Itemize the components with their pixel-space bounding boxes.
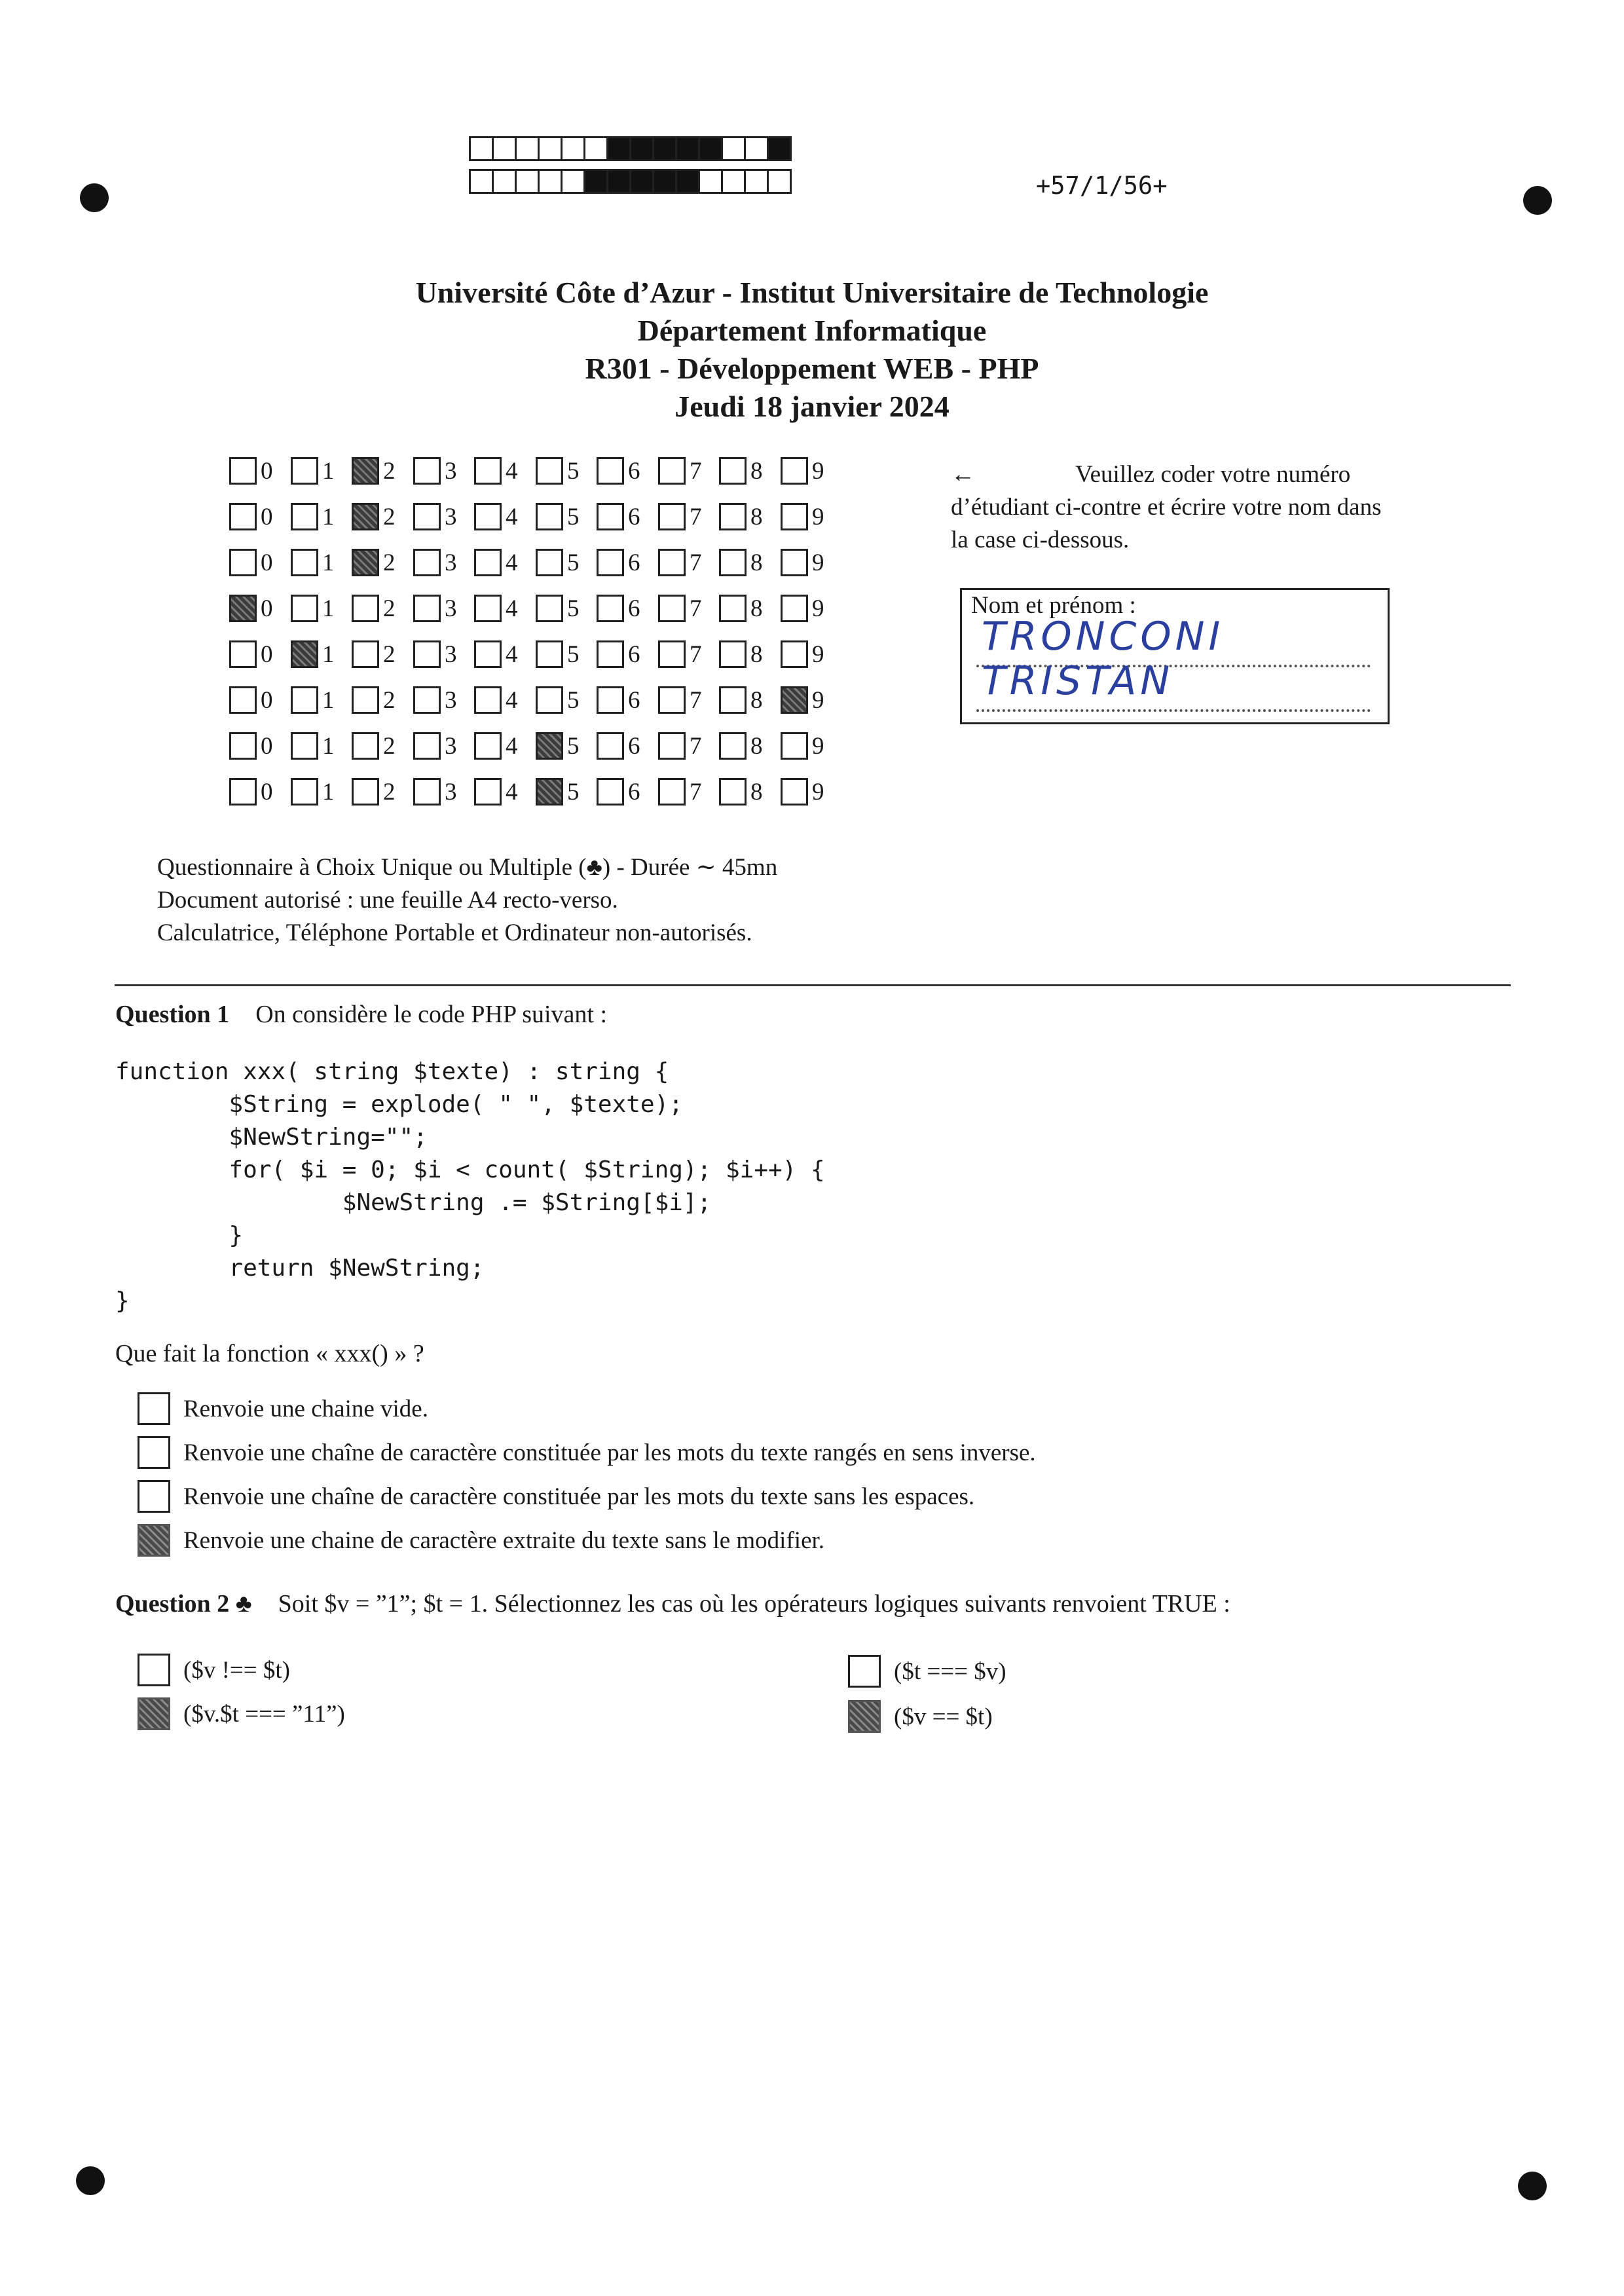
student-id-checkbox[interactable] bbox=[229, 778, 257, 805]
student-id-checkbox[interactable] bbox=[597, 595, 624, 622]
student-id-digit-label: 1 bbox=[322, 504, 335, 530]
barcode-cell bbox=[606, 169, 631, 194]
student-id-checkbox[interactable] bbox=[719, 686, 747, 714]
handwritten-first-name[interactable]: TRISTAN bbox=[982, 658, 1174, 704]
student-id-digit-label: 1 bbox=[322, 687, 335, 714]
sheet-id: +57/1/56+ bbox=[1036, 172, 1168, 200]
student-id-digit-label: 4 bbox=[506, 504, 518, 530]
student-id-digit-label: 3 bbox=[445, 779, 457, 805]
student-id-digit-label: 5 bbox=[567, 779, 580, 805]
student-id-checkbox[interactable] bbox=[658, 778, 686, 805]
barcode-row-1 bbox=[469, 136, 790, 161]
q2-option-4-text: ($v == $t) bbox=[894, 1703, 993, 1730]
student-id-digit-label: 7 bbox=[690, 641, 702, 668]
student-id-checkbox[interactable] bbox=[474, 640, 502, 668]
student-id-checkbox[interactable] bbox=[474, 457, 502, 485]
barcode-cell bbox=[721, 136, 746, 161]
student-id-checkbox[interactable] bbox=[658, 503, 686, 530]
student-id-checkbox[interactable] bbox=[719, 503, 747, 530]
student-id-digit-label: 4 bbox=[506, 733, 518, 760]
barcode-cell bbox=[675, 136, 700, 161]
student-id-checkbox[interactable] bbox=[719, 640, 747, 668]
student-id-digit-label: 2 bbox=[383, 504, 396, 530]
id-instructions bbox=[951, 458, 1403, 557]
barcode-cell bbox=[515, 136, 540, 161]
student-id-checkbox[interactable] bbox=[474, 778, 502, 805]
student-id-digit-label: 2 bbox=[383, 641, 396, 668]
student-id-digit-label: 8 bbox=[750, 733, 763, 760]
q1-intro: On considère le code PHP suivant : bbox=[255, 1001, 608, 1028]
student-id-checkbox[interactable] bbox=[413, 640, 441, 668]
q1-checkbox-4[interactable] bbox=[138, 1524, 170, 1557]
student-id-checkbox[interactable] bbox=[597, 640, 624, 668]
student-id-checkbox[interactable] bbox=[352, 732, 379, 760]
student-id-checkbox[interactable] bbox=[536, 503, 563, 530]
student-id-digit-label: 5 bbox=[567, 549, 580, 576]
student-id-checkbox[interactable] bbox=[719, 778, 747, 805]
student-id-digit-label: 0 bbox=[261, 687, 273, 714]
barcode-row-2 bbox=[469, 169, 790, 194]
student-id-digit-label: 3 bbox=[445, 641, 457, 668]
barcode-cell bbox=[721, 169, 746, 194]
student-id-digit-label: 6 bbox=[628, 733, 640, 760]
student-id-checkbox[interactable] bbox=[291, 457, 318, 485]
student-id-digit-label: 4 bbox=[506, 779, 518, 805]
student-id-digit-label: 5 bbox=[567, 687, 580, 714]
student-id-checkbox[interactable] bbox=[229, 686, 257, 714]
student-id-digit-label: 9 bbox=[812, 549, 824, 576]
student-id-checkbox[interactable] bbox=[474, 686, 502, 714]
student-id-digit-label: 8 bbox=[750, 687, 763, 714]
q2-option-1-text: ($v !== $t) bbox=[183, 1657, 290, 1684]
student-id-checkbox[interactable] bbox=[291, 595, 318, 622]
q2-intro: Soit $v = ”1”; $t = 1. Sélectionnez les cas où les opérateurs logiques suivants renvoient TRUE : bbox=[278, 1590, 1230, 1618]
registration-mark-top-left bbox=[80, 183, 109, 212]
student-id-digit-label: 1 bbox=[322, 779, 335, 805]
exam-meta bbox=[157, 851, 777, 950]
student-id-checkbox[interactable] bbox=[291, 640, 318, 668]
registration-mark-bottom-right bbox=[1518, 2172, 1547, 2200]
student-id-digit-label: 2 bbox=[383, 458, 396, 485]
student-id-checkbox[interactable] bbox=[352, 640, 379, 668]
student-id-checkbox[interactable] bbox=[597, 686, 624, 714]
q1-label: Question 1 bbox=[115, 1001, 230, 1028]
student-id-digit-label: 0 bbox=[261, 504, 273, 530]
student-id-checkbox[interactable] bbox=[413, 778, 441, 805]
barcode-cell bbox=[583, 169, 608, 194]
student-id-checkbox[interactable] bbox=[597, 503, 624, 530]
student-id-digit-label: 6 bbox=[628, 595, 640, 622]
student-id-digit-label: 3 bbox=[445, 458, 457, 485]
left-arrow-icon: ← bbox=[951, 461, 975, 488]
student-id-checkbox[interactable] bbox=[413, 686, 441, 714]
student-id-checkbox[interactable] bbox=[229, 640, 257, 668]
registration-mark-bottom-left bbox=[76, 2166, 105, 2195]
meta-document: Document autorisé : une feuille A4 recto-verso. bbox=[157, 887, 618, 914]
name-box-label: Nom et prénom : bbox=[971, 592, 1136, 619]
barcode-cell bbox=[492, 169, 517, 194]
name-dotted-line-2 bbox=[976, 708, 1371, 712]
student-id-digit-label: 3 bbox=[445, 687, 457, 714]
student-id-digit-label: 1 bbox=[322, 458, 335, 485]
student-id-digit-label: 2 bbox=[383, 595, 396, 622]
student-id-digit-label: 0 bbox=[261, 458, 273, 485]
header-department: Département Informatique bbox=[637, 314, 987, 347]
student-id-checkbox[interactable] bbox=[229, 503, 257, 530]
student-id-checkbox[interactable] bbox=[781, 686, 808, 714]
barcode-cell bbox=[469, 169, 494, 194]
student-id-digit-label: 6 bbox=[628, 687, 640, 714]
student-id-digit-label: 0 bbox=[261, 549, 273, 576]
q1-option-1-text: Renvoie une chaine vide. bbox=[183, 1396, 428, 1422]
student-id-checkbox[interactable] bbox=[658, 732, 686, 760]
student-id-checkbox[interactable] bbox=[536, 640, 563, 668]
student-id-digit-label: 8 bbox=[750, 549, 763, 576]
q1-question: Que fait la fonction « xxx() » ? bbox=[115, 1340, 424, 1367]
barcode-cell bbox=[698, 136, 723, 161]
student-id-checkbox[interactable] bbox=[291, 732, 318, 760]
student-id-digit-label: 9 bbox=[812, 595, 824, 622]
student-id-digit-label: 1 bbox=[322, 595, 335, 622]
student-id-checkbox[interactable] bbox=[474, 595, 502, 622]
q2-title bbox=[115, 1589, 1230, 1618]
barcode-cell bbox=[767, 136, 792, 161]
student-id-digit-label: 7 bbox=[690, 504, 702, 530]
student-id-checkbox[interactable] bbox=[229, 732, 257, 760]
header-date: Jeudi 18 janvier 2024 bbox=[674, 390, 950, 423]
student-id-checkbox[interactable] bbox=[291, 778, 318, 805]
student-id-checkbox[interactable] bbox=[352, 686, 379, 714]
student-id-digit-label: 5 bbox=[567, 641, 580, 668]
student-id-digit-label: 3 bbox=[445, 733, 457, 760]
q1-option-4-text: Renvoie une chaine de caractère extraite du texte sans le modifier. bbox=[183, 1527, 825, 1554]
student-id-checkbox[interactable] bbox=[229, 457, 257, 485]
barcode-cell bbox=[744, 136, 769, 161]
student-id-digit-label: 9 bbox=[812, 733, 824, 760]
student-id-digit-label: 9 bbox=[812, 458, 824, 485]
q1-checkbox-1[interactable] bbox=[138, 1392, 170, 1425]
student-id-checkbox[interactable] bbox=[536, 732, 563, 760]
student-id-digit-label: 2 bbox=[383, 687, 396, 714]
student-id-checkbox[interactable] bbox=[413, 549, 441, 576]
student-id-digit-label: 7 bbox=[690, 779, 702, 805]
student-id-checkbox[interactable] bbox=[474, 732, 502, 760]
student-id-digit-label: 3 bbox=[445, 549, 457, 576]
header-course: R301 - Développement WEB - PHP bbox=[585, 352, 1039, 385]
student-id-checkbox[interactable] bbox=[781, 732, 808, 760]
q2-checkbox-4[interactable] bbox=[848, 1700, 881, 1733]
student-id-checkbox[interactable] bbox=[352, 778, 379, 805]
student-id-digit-label: 4 bbox=[506, 458, 518, 485]
divider bbox=[115, 984, 1511, 986]
student-id-digit-label: 5 bbox=[567, 504, 580, 530]
barcode-cell bbox=[561, 136, 585, 161]
student-id-digit-label: 4 bbox=[506, 549, 518, 576]
student-id-checkbox[interactable] bbox=[597, 549, 624, 576]
student-id-digit-label: 8 bbox=[750, 779, 763, 805]
exam-header bbox=[0, 274, 1624, 426]
student-id-checkbox[interactable] bbox=[474, 549, 502, 576]
student-id-checkbox[interactable] bbox=[229, 595, 257, 622]
student-id-checkbox[interactable] bbox=[536, 686, 563, 714]
barcode-cell bbox=[652, 136, 677, 161]
q1-checkbox-3[interactable] bbox=[138, 1480, 170, 1513]
student-id-digit-label: 7 bbox=[690, 549, 702, 576]
student-id-checkbox[interactable] bbox=[413, 732, 441, 760]
student-id-digit-label: 8 bbox=[750, 641, 763, 668]
header-university: Université Côte d’Azur - Institut Universitaire de Technologie bbox=[415, 276, 1209, 309]
student-id-checkbox[interactable] bbox=[291, 503, 318, 530]
student-id-digit-label: 3 bbox=[445, 504, 457, 530]
student-id-digit-label: 9 bbox=[812, 779, 824, 805]
student-id-checkbox[interactable] bbox=[781, 457, 808, 485]
student-id-digit-label: 2 bbox=[383, 779, 396, 805]
student-id-checkbox[interactable] bbox=[536, 457, 563, 485]
student-id-digit-label: 0 bbox=[261, 733, 273, 760]
student-id-digit-label: 1 bbox=[322, 549, 335, 576]
student-id-digit-label: 8 bbox=[750, 458, 763, 485]
barcode-cell bbox=[583, 136, 608, 161]
student-id-checkbox[interactable] bbox=[597, 778, 624, 805]
barcode-cell bbox=[629, 136, 654, 161]
student-id-checkbox[interactable] bbox=[352, 595, 379, 622]
student-id-digit-label: 1 bbox=[322, 733, 335, 760]
student-id-checkbox[interactable] bbox=[474, 503, 502, 530]
student-id-digit-label: 7 bbox=[690, 458, 702, 485]
student-id-digit-label: 3 bbox=[445, 595, 457, 622]
student-id-checkbox[interactable] bbox=[413, 457, 441, 485]
student-id-checkbox[interactable] bbox=[413, 595, 441, 622]
student-id-digit-label: 5 bbox=[567, 458, 580, 485]
student-id-checkbox[interactable] bbox=[719, 457, 747, 485]
barcode-cell bbox=[744, 169, 769, 194]
student-id-digit-label: 9 bbox=[812, 687, 824, 714]
student-id-checkbox[interactable] bbox=[781, 503, 808, 530]
student-id-checkbox[interactable] bbox=[781, 778, 808, 805]
student-id-checkbox[interactable] bbox=[413, 503, 441, 530]
handwritten-last-name[interactable]: TRONCONI bbox=[982, 614, 1225, 659]
barcode-cell bbox=[652, 169, 677, 194]
q1-code: function xxx( string $texte) : string { $String = explode( " ", $texte); $NewString=""; for( $i = 0; $i < count( $String); $i++) { $NewString .= $String[$i]; } return $NewString; } bbox=[115, 1058, 825, 1314]
student-id-checkbox[interactable] bbox=[597, 457, 624, 485]
student-id-checkbox[interactable] bbox=[352, 457, 379, 485]
student-id-digit-label: 7 bbox=[690, 733, 702, 760]
student-id-digit-label: 8 bbox=[750, 504, 763, 530]
student-id-digit-label: 7 bbox=[690, 687, 702, 714]
student-id-digit-label: 2 bbox=[383, 733, 396, 760]
meta-devices: Calculatrice, Téléphone Portable et Ordinateur non-autorisés. bbox=[157, 919, 752, 946]
q2-checkbox-1[interactable] bbox=[138, 1654, 170, 1686]
q2-checkbox-2[interactable] bbox=[848, 1655, 881, 1688]
q1-title bbox=[115, 1000, 607, 1029]
student-id-checkbox[interactable] bbox=[719, 732, 747, 760]
instructions-text: Veuillez coder votre numéro d’étudiant ci-contre et écrire votre nom dans la case ci-dessous. bbox=[951, 461, 1382, 553]
student-id-digit-label: 9 bbox=[812, 504, 824, 530]
student-id-checkbox[interactable] bbox=[781, 549, 808, 576]
q1-checkbox-2[interactable] bbox=[138, 1436, 170, 1469]
student-id-checkbox[interactable] bbox=[658, 595, 686, 622]
student-id-checkbox[interactable] bbox=[719, 595, 747, 622]
student-id-checkbox[interactable] bbox=[536, 778, 563, 805]
student-id-checkbox[interactable] bbox=[658, 549, 686, 576]
student-id-checkbox[interactable] bbox=[658, 640, 686, 668]
q2-option-2-text: ($t === $v) bbox=[894, 1658, 1006, 1685]
student-id-digit-label: 5 bbox=[567, 595, 580, 622]
student-id-checkbox[interactable] bbox=[536, 549, 563, 576]
barcode-cell bbox=[629, 169, 654, 194]
barcode-cell bbox=[675, 169, 700, 194]
barcode-cell bbox=[767, 169, 792, 194]
student-id-checkbox[interactable] bbox=[658, 686, 686, 714]
student-id-digit-label: 1 bbox=[322, 641, 335, 668]
student-id-checkbox[interactable] bbox=[229, 549, 257, 576]
q2-label: Question 2 ♣ bbox=[115, 1590, 252, 1618]
student-id-checkbox[interactable] bbox=[781, 595, 808, 622]
student-id-checkbox[interactable] bbox=[658, 457, 686, 485]
q1-option-2-text: Renvoie une chaîne de caractère constituée par les mots du texte rangés en sens inverse. bbox=[183, 1439, 1036, 1466]
student-id-digit-label: 2 bbox=[383, 549, 396, 576]
q2-option-3-text: ($v.$t === ”11”) bbox=[183, 1701, 345, 1728]
student-id-digit-label: 9 bbox=[812, 641, 824, 668]
barcode-cell bbox=[538, 169, 563, 194]
registration-mark-top-right bbox=[1523, 186, 1552, 215]
q2-checkbox-3[interactable] bbox=[138, 1697, 170, 1730]
student-id-digit-label: 4 bbox=[506, 687, 518, 714]
barcode-cell bbox=[606, 136, 631, 161]
barcode-cell bbox=[492, 136, 517, 161]
student-id-checkbox[interactable] bbox=[536, 595, 563, 622]
student-id-checkbox[interactable] bbox=[719, 549, 747, 576]
student-id-digit-label: 6 bbox=[628, 779, 640, 805]
student-id-digit-label: 0 bbox=[261, 779, 273, 805]
meta-format: Questionnaire à Choix Unique ou Multiple (♣) - Durée ∼ 45mn bbox=[157, 854, 778, 881]
student-id-digit-label: 6 bbox=[628, 549, 640, 576]
student-id-digit-label: 6 bbox=[628, 641, 640, 668]
student-id-digit-label: 7 bbox=[690, 595, 702, 622]
student-id-checkbox[interactable] bbox=[597, 732, 624, 760]
barcode-cell bbox=[538, 136, 563, 161]
student-id-digit-label: 0 bbox=[261, 595, 273, 622]
student-id-checkbox[interactable] bbox=[352, 503, 379, 530]
student-id-checkbox[interactable] bbox=[291, 549, 318, 576]
q1-option-3-text: Renvoie une chaîne de caractère constituée par les mots du texte sans les espaces. bbox=[183, 1483, 975, 1510]
student-id-digit-label: 4 bbox=[506, 641, 518, 668]
barcode-cell bbox=[515, 169, 540, 194]
student-id-digit-label: 6 bbox=[628, 458, 640, 485]
student-id-digit-label: 5 bbox=[567, 733, 580, 760]
student-id-digit-label: 6 bbox=[628, 504, 640, 530]
name-box[interactable] bbox=[960, 588, 1390, 724]
barcode-cell bbox=[469, 136, 494, 161]
student-id-digit-label: 0 bbox=[261, 641, 273, 668]
student-id-checkbox[interactable] bbox=[781, 640, 808, 668]
student-id-digit-label: 4 bbox=[506, 595, 518, 622]
barcode-cell bbox=[698, 169, 723, 194]
student-id-checkbox[interactable] bbox=[291, 686, 318, 714]
student-id-digit-label: 8 bbox=[750, 595, 763, 622]
barcode-cell bbox=[561, 169, 585, 194]
student-id-checkbox[interactable] bbox=[352, 549, 379, 576]
